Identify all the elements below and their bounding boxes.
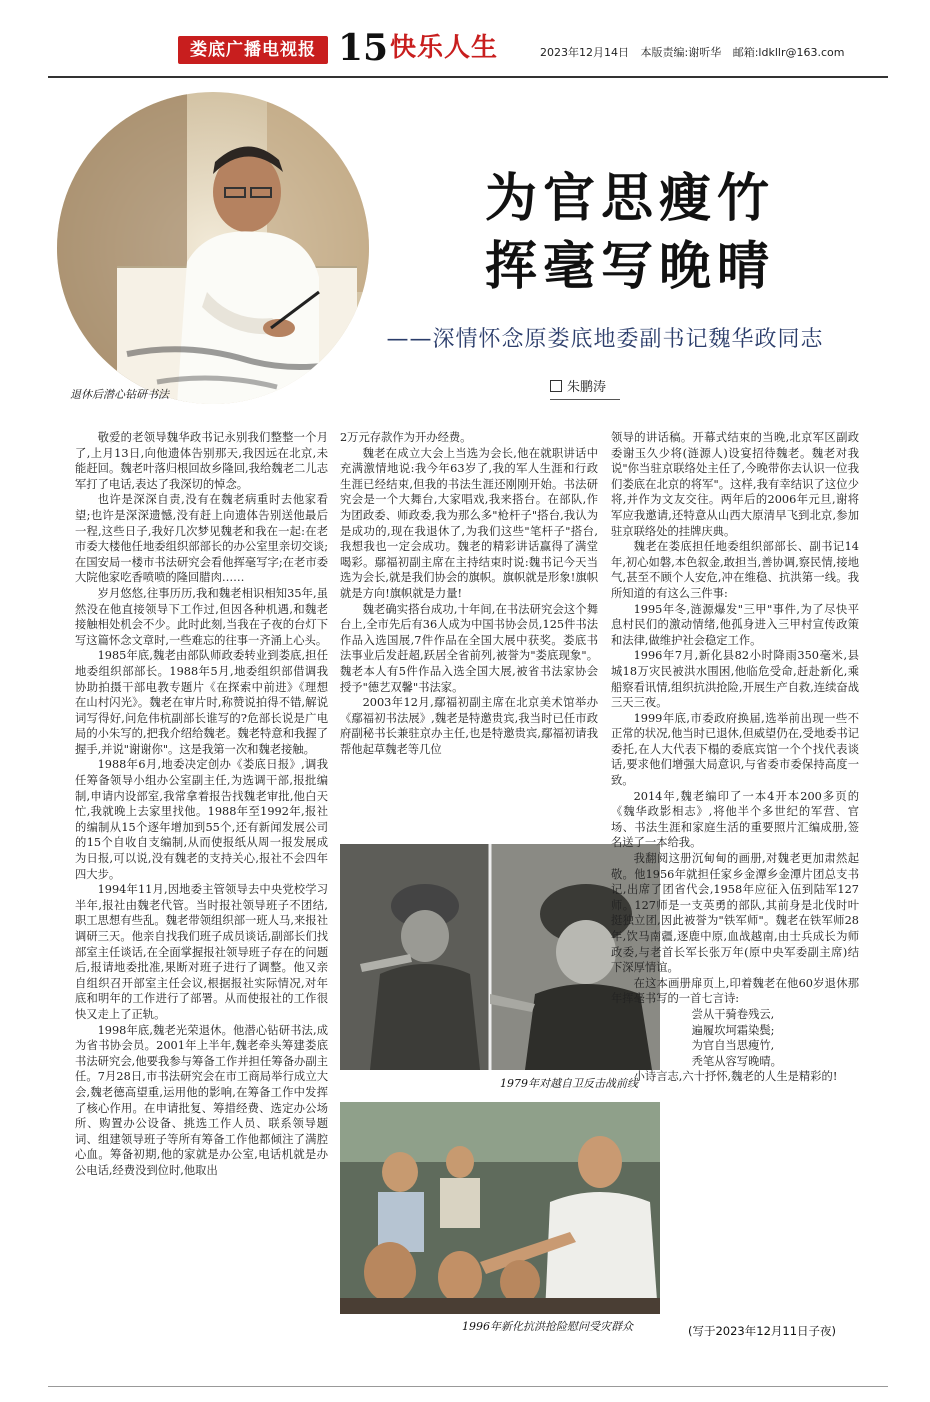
page-number: 15 xyxy=(338,27,389,69)
issue-date: 2023年12月14日 xyxy=(540,46,629,59)
paragraph: 1996年7月,新化县82小时降雨350毫米,县城18万灾民被洪水围困,他临危受命,赶赴新化,乘船察看讯情,组织抗洪抢险,开展生产自救,连续奋战三天三夜。 xyxy=(611,649,859,710)
author-name: 朱鹏涛 xyxy=(567,380,607,395)
article-column-3 xyxy=(611,430,859,1350)
portrait-caption: 退休后潜心钻研书法 xyxy=(70,388,169,401)
article-column-2 xyxy=(340,430,598,842)
section-title: 快乐人生 xyxy=(390,33,499,63)
footer-rule xyxy=(48,1386,888,1387)
masthead xyxy=(0,26,930,74)
title-line-2: 挥毫写晚晴 xyxy=(484,237,775,297)
war-photo-caption: 1979年对越自卫反击战前线 xyxy=(500,1077,638,1090)
header-rule xyxy=(48,76,888,78)
paragraph: 2万元存款作为开办经费。 xyxy=(340,431,472,444)
paragraph: 1985年底,魏老由部队师政委转业到娄底,担任地委组织部部长。1988年5月,地委组织部借调我协助拍摄干部电教专题片《在探索中前进》《理想在山村闪光》。魏老在审片时,称赞说拍得不错,解说词写得好,问危伟杭副部长谁写的?危部长说是广电局的小朱写的,把我介绍给魏老。魏老特意和我握了握手,并说"谢谢你"。这是我第一次和魏老接触。 xyxy=(75,649,328,756)
paragraph: 魏老确实搭台成功,十年间,在书法研究会这个舞台上,全市先后有36人成为中国书协会员,125件书法作品入选国展,7件作品在全国大展中获奖。娄底书法事业后发赶超,跃居全省前列,被誉为"娄底现象"。魏老本人有5件作品入选全国大展,被省书法家协会授予"德艺双馨"书法家。 xyxy=(340,602,598,694)
flood-photo-caption: 1996年新化抗洪抢险慰问受灾群众 xyxy=(462,1320,633,1333)
paragraph: 敬爱的老领导魏华政书记永别我们整整一个月了,上月13日,向他遗体告别那天,我因远在北京,未能赶回。魏老叶落归根回故乡隆回,我给魏老二儿志军打了电话,表达了我深切的悼念。 xyxy=(75,431,328,491)
author-byline xyxy=(550,376,620,400)
paragraph: 魏老在娄底担任地委组织部部长、副书记14年,初心如磐,本色叙金,敢担当,善协调,察民情,接地气,甚至不顾个人安危,冲在维稳、抗洪第一线。我所知道的有这么三件事: xyxy=(611,540,859,600)
paragraph: 也许是深深自责,没有在魏老病重时去他家看望;也许是深深遗憾,没有赶上向遗体告别送他最后一程,这些日子,我好几次梦见魏老和我在一起:在老市委大楼他任地委组织部部长的办公室里亲切交谈;在国安局一楼市书法研究会看他挥毫写字;在老市委大院他家吃香喷喷的隆回腊肉…… xyxy=(75,493,328,585)
editor-credit: 本版责编:谢听华 xyxy=(640,46,722,59)
paragraph: 1998年底,魏老光荣退休。他潜心钻研书法,成为省书协会员。2001年上半年,魏老牵头筹建娄底书法研究会,他要我参与筹备工作并担任筹备办副主任。7月28日,市书法研究会在市工商局举行成立大会,魏老德高望重,运用他的影响,在筹备工作中发挥了核心作用。在申请批复、筹措经费、选定办公场所、购置办公设备、挑选工作人员、联系领导题词、组建领导班子等所有筹备工作他都倾注了满腔心血。筹备初期,他的家就是办公室,电话机就是办公电话,经费没到位时,他取出 xyxy=(75,1023,328,1177)
poem-line: 尝从干骑卷残云, xyxy=(691,1007,775,1021)
paragraph: 2003年12月,鄢福初副主席在北京美术馆举办《鄢福初书法展》,魏老是特邀贵宾,我当时已任市政府副秘书长兼驻京办主任,也是特邀贵宾,鄢福初请我帮他起草魏老等几位 xyxy=(340,696,598,756)
paragraph: 魏老在成立大会上当选为会长,他在就职讲话中充满激情地说:我今年63岁了,我的军人生涯和行政生涯已经结束,但我的书法生涯还刚刚开始。书法研究会是一个大舞台,大家唱戏,我来搭台。在部队,作为团政委、师政委,我为那么多"枪杆子"搭台,我认为是成功的,现在我退休了,为我们这些"笔杆子"搭台,我想我也一定会成功。魏老的精彩讲话赢得了满堂喝彩。鄢福初副主席在主持结束时说:魏书记今天当选为会长,就是我们协会的旗帜。旗帜就是形象!旗帜就是方向!旗帜就是力量! xyxy=(340,446,598,600)
article-subtitle: ——深情怀念原娄底地委副书记魏华政同志 xyxy=(386,327,824,352)
article-column-1 xyxy=(75,430,328,1335)
paragraph: 1999年底,市委政府换届,选举前出现一些不正常的状况,他当时已退休,但威望仍在,受地委书记委托,在人大代表下榻的委底宾馆一个个找代表谈话,要求他们增强大局意识,与省委市委保持高度一致。 xyxy=(611,711,859,788)
byline-box-icon xyxy=(550,380,562,392)
paragraph: 在这本画册扉页上,印着魏老在他60岁退休那年挥毫书写的一首七言诗: xyxy=(611,976,859,1006)
editor-email: 邮箱:ldkllr@163.com xyxy=(732,46,845,59)
article-dateline: (写于2023年12月11日子夜) xyxy=(688,1324,837,1338)
poem-line: 遍履坎坷霜染鬓; xyxy=(691,1023,775,1037)
paragraph: 1995年冬,涟源爆发"三甲"事件,为了尽快平息村民们的激动情绪,他孤身进入三甲村宣传政策和法律,做维护社会稳定工作。 xyxy=(611,602,859,647)
poem-line: 秃笔从容写晚晴。 xyxy=(691,1054,782,1068)
title-line-1: 为官思瘦竹 xyxy=(484,169,775,229)
newspaper-brand-logo: 娄底广播电视报 xyxy=(178,36,328,64)
paragraph: 我翻阅这册沉甸甸的画册,对魏老更加肃然起敬。他1956年就担任家乡金潭乡金潭片团总支书记,出席了团省代会,1958年应征入伍到陆军127师。127师是一支英勇的部队,其前身是北伐时叶挺独立团,因此被誉为"铁军师"。魏老在铁军师28年,饮马南疆,逐鹿中原,血战越南,由士兵成长为师政委,与老首长军长张万年(原中央军委副主席)结下深厚情谊。 xyxy=(611,852,859,975)
paragraph: 1994年11月,因地委主管领导去中央党校学习半年,报社由魏老代管。当时报社领导班子不团结,职工思想有些乱。魏老带领组织部一班人马,来报社调研三天。他亲自找我们班子成员谈话,副部长们找部室主任谈话,在全面掌握报社领导班子存在的问题后,报请地委批准,果断对班子进行了调整。他又亲自组织召开部室主任会议,根据报社实际情况,对年底和明年的工作进行了部署。从而使报社的工作很快又走上了正轨。 xyxy=(75,883,328,1021)
closing-paragraph: 小诗言志,六十抒怀,魏老的人生是精彩的! xyxy=(633,1070,838,1084)
portrait-photo xyxy=(57,92,369,404)
paragraph: 领导的讲话稿。开幕式结束的当晚,北京军区副政委谢玉久少将(涟源人)设宴招待魏老。魏老对我说"你当驻京联络处主任了,今晚带你去认识一位我们娄底在北京的将军"。这样,我有幸结识了这位少将,并作为文友交往。两年后的2006年元旦,谢将军应我邀请,还特意从山西大原清早飞到北京,参加驻京联络处的挂牌庆典。 xyxy=(611,431,859,538)
paragraph: 1988年6月,地委决定创办《娄底日报》,调我任筹备领导小组办公室副主任,为选调干部,报批编制,申请内设部室,我常拿着报告找魏老审批,他白天忙,我就晚上去家里找他。1988年至1992年,报社的编制从15个逐年增加到55个,还有新闻发展公司的15个自收自支编制,从而使报纸从周一报发展成为日报,可以说,没有魏老的支持关心,报社不会四年四大步。 xyxy=(75,758,328,881)
poem-line: 为官自当思瘦竹, xyxy=(691,1039,775,1053)
paragraph: 岁月悠悠,往事历历,我和魏老相识相知35年,虽然没在他直接领导下工作过,但因各种机遇,和魏老接触相处机会不少。此时此刻,当我在子夜的台灯下写这篇怀念文章时,一些难忘的往事一齐涌上心头。 xyxy=(75,586,328,647)
article-title xyxy=(400,165,860,301)
paragraph: 2014年,魏老编印了一本4开本200多页的《魏华政影相志》,将他半个多世纪的军营、官场、书法生涯和家庭生活的重要照片汇编成册,签名送了一本给我。 xyxy=(611,789,859,850)
header-meta xyxy=(540,44,852,60)
